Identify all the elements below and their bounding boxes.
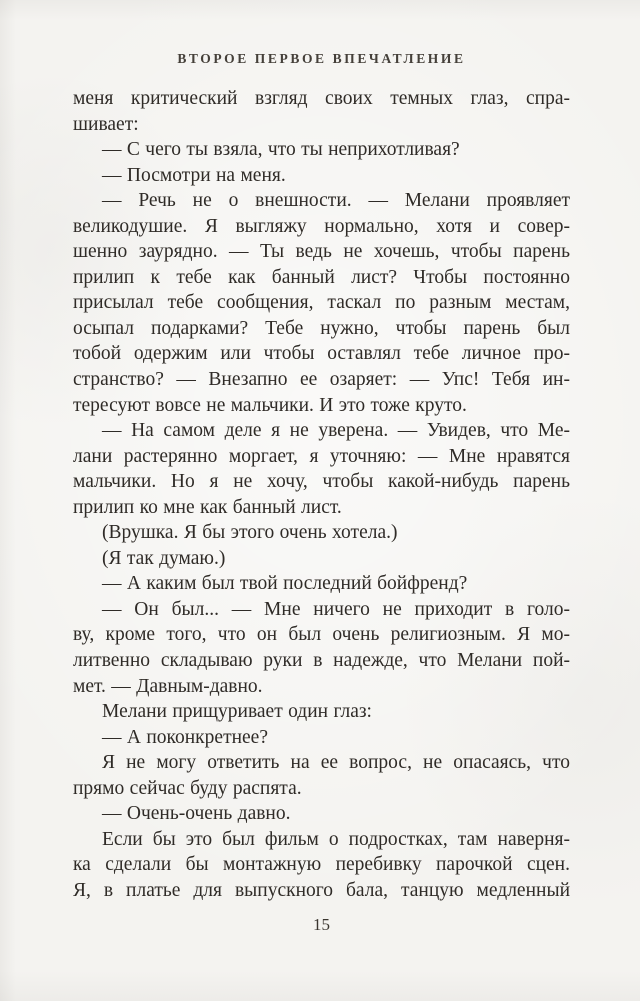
text-line: — А каким был твой последний бойфренд? [102, 573, 468, 595]
text-line: прямо сейчас буду распята. [73, 777, 302, 799]
text-line: ка сделали бы монтажную перебивку парочкой сцен. [73, 854, 570, 876]
text-line: Мелани прищуривает один глаз: [102, 701, 372, 723]
text-line: мальчики. Но я не хочу, чтобы какой-нибудь парень [73, 471, 570, 493]
text-line: (Я так думаю.) [102, 547, 226, 569]
text-line: (Врушка. Я бы этого очень хотела.) [102, 522, 398, 544]
text-line: литвенно складываю руки в надежде, что Мелани пой- [73, 650, 570, 672]
text-line: шивает: [73, 113, 139, 135]
text-line: лани растерянно моргает, я уточняю: — Мне нравятся [73, 445, 570, 467]
text-line: Я, в платье для выпускного бала, танцую медленный [73, 879, 570, 901]
running-header: ВТОРОЕ ПЕРВОЕ ВПЕЧАТЛЕНИЕ [177, 51, 466, 66]
text-line: странство? — Внезапно ее озаряет: — Упс! Тебя ин- [73, 369, 570, 391]
text-line: шенно заурядно. — Ты ведь не хочешь, чтобы парень [73, 241, 570, 263]
text-line: ву, кроме того, что он был очень религиозным. Я мо- [73, 624, 570, 646]
text-line: — Он был... — Мне ничего не приходит в голо- [102, 598, 570, 620]
text-line: великодушие. Я выгляжу нормально, хотя и совер- [73, 215, 570, 237]
text-line: — Очень-очень давно. [102, 803, 291, 825]
text-line: — Речь не о внешности. — Мелани проявляет [102, 190, 570, 212]
text-line: — С чего ты взяла, что ты неприхотливая? [102, 139, 460, 161]
text-line: — На самом деле я не уверена. — Увидев, что Ме- [102, 420, 570, 442]
text-line: прилип ко мне как банный лист. [73, 496, 342, 518]
text-line: — Посмотри на меня. [102, 164, 286, 186]
text-line: Если бы это был фильм о подростках, там наверня- [102, 828, 570, 850]
text-line: мет. — Давным-давно. [73, 675, 263, 697]
text-line: присылал тебе сообщения, таскал по разным местам, [73, 292, 570, 314]
text-line: осыпал подарками? Тебе нужно, чтобы парень был [73, 317, 570, 339]
text-line: тобой одержим или чтобы оставлял тебе личное про- [73, 343, 570, 365]
text-line: Я не могу ответить на ее вопрос, не опасаясь, что [102, 752, 570, 774]
text-line: прилип к тебе как банный лист? Чтобы постоянно [73, 266, 570, 288]
text-line: меня критический взгляд своих темных глаз, спра- [73, 88, 570, 109]
page-number: 15 [313, 915, 330, 934]
text-line: тересуют вовсе не мальчики. И это тоже круто. [73, 394, 467, 416]
text-block [73, 86, 570, 904]
text-line: — А поконкретнее? [102, 726, 268, 748]
